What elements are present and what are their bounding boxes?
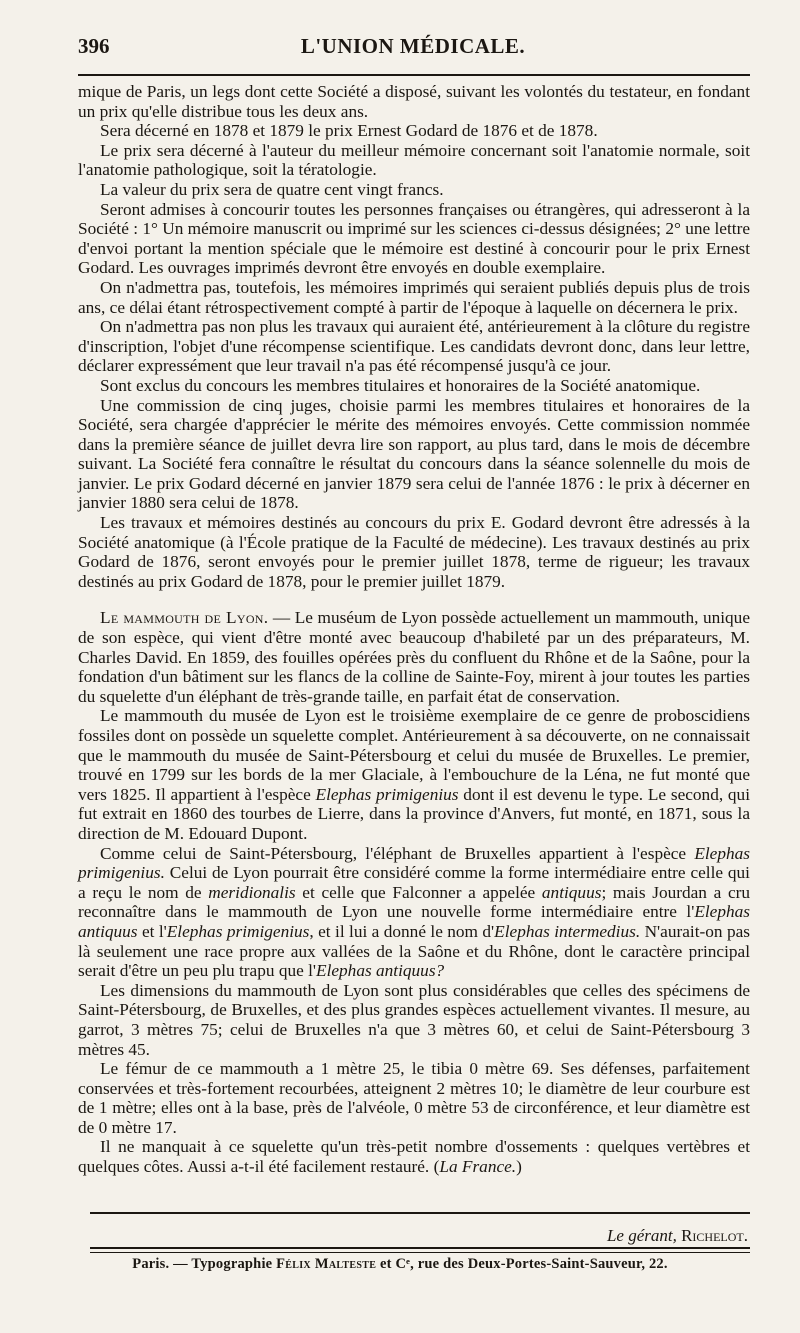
signature-name: Richelot. bbox=[681, 1226, 748, 1245]
text-run: et l' bbox=[137, 921, 167, 941]
text-run: , et il lui a donné le nom d' bbox=[309, 921, 495, 941]
paragraph bbox=[78, 706, 750, 843]
footer-rule bbox=[90, 1212, 750, 1214]
paragraph: Sera décerné en 1878 et 1879 le prix Ernest Godard de 1876 et de 1878. bbox=[100, 121, 598, 141]
paragraph: Les travaux et mémoires destinés au concours du prix E. Godard devront être adressés à la Société anatomique (à l'École pratique de la Faculté de médecine). Les travaux destinés au prix Godard de 1876, seront envoyés pour le premier juillet 1878, terme de rigueur; les travaux destinés au prix Godard de 1878, pour le premier juillet 1879. bbox=[78, 513, 750, 591]
species-name: Elephas primigenius bbox=[315, 784, 459, 804]
paragraph: On n'admettra pas, toutefois, les mémoires imprimés qui seraient publiés depuis plus de trois ans, ce délai étant rétrospectivement compté à partir de l'époque à laquelle on décernera le prix. bbox=[78, 277, 750, 317]
paragraph: Le prix sera décerné à l'auteur du meilleur mémoire concernant soit l'anatomie normale, soit l'anatomie pathologique, soit la tératologie. bbox=[78, 140, 750, 180]
text-run: ; mais Jourdan a cru reconnaître dans le mammouth de Lyon une nouvelle forme intermédiaire entre l' bbox=[78, 882, 751, 922]
species-name: antiquus bbox=[541, 882, 602, 902]
species-name: Elephas intermedius. bbox=[494, 921, 641, 941]
text-run: ) bbox=[516, 1157, 522, 1177]
text-run: Il ne manquait à ce squelette qu'un très-petit nombre d'ossements : quelques vertèbres et quelques côtes. Aussi a-t-il été facilement restauré. ( bbox=[78, 1137, 750, 1177]
text-run: Comme celui de Saint-Pétersbourg, l'éléphant de Bruxelles appartient à l'espèce bbox=[100, 843, 695, 863]
header-rule bbox=[78, 74, 750, 76]
paragraph: Le fémur de ce mammouth a 1 mètre 25, le tibia 0 mètre 69. Ses défenses, parfaitement conservées et très-fortement recourbées, atteignent 2 mètres 10; le diamètre de leur courbure est de 1 mètre; elles ont à la base, près de l'alvéole, 0 mètre 53 de circonférence, et leur diamètre est de 0 mètre 17. bbox=[78, 1059, 750, 1137]
text-run: Celui de Lyon pourrait être considéré comme la forme intermédiaire entre celle qui a reçu le nom de bbox=[78, 863, 750, 902]
printer-imprint bbox=[0, 1256, 800, 1273]
paragraph bbox=[78, 1137, 750, 1176]
imprint-printer: Félix Malteste bbox=[276, 1256, 377, 1272]
journal-title: L'UNION MÉDICALE. bbox=[300, 34, 526, 58]
paragraph: Une commission de cinq juges, choisie parmi les membres titulaires et honoraires de la Société, sera chargée d'apprécier le mérite des mémoires envoyés. Cette commission nommée dans la première séance de juillet devra lire son rapport, au plus tard, dans le mois de décembre suivant. La Société fera connaître le résultat du concours dans la séance solennelle du mois de janvier. Le prix Godard décerné en janvier 1879 sera celui de l'année 1876 : le prix à décerner en janvier 1880 sera celui de 1878. bbox=[78, 395, 750, 513]
paragraph: mique de Paris, un legs dont cette Société a disposé, suivant les volontés du testateur, en fondant un prix qu'elle distribue tous les deux ans. bbox=[78, 82, 750, 121]
text-run: N'aurait-on pas là seulement une race propre aux vallées de la Saône et du Rhône, dont le caractère principal serait d'être un peu plu trapu que l' bbox=[78, 921, 750, 981]
text-run: et celle que Falconner a appelée bbox=[295, 882, 542, 902]
imprint-city: Paris. bbox=[132, 1256, 170, 1272]
signature-role: Le gérant, bbox=[606, 1226, 677, 1245]
text-run: dont il est devenu le type. Le second, qui fut extrait en 1860 des tourbes de Lierre, dans la province d'Anvers, fut monté, en 1871, sous la direction de M. Edouard Dupont. bbox=[78, 784, 750, 843]
species-name: Elephas primigenius. bbox=[78, 843, 750, 883]
imprint-text: — Typographie bbox=[169, 1256, 277, 1272]
paragraph: Seront admises à concourir toutes les personnes françaises ou étrangères, qui adresseront à la Société : 1° Un mémoire manuscrit ou imprimé sur les sciences ci-dessus désignées; 2° une lettre d'envoi portant la mention spéciale que le mémoire est destiné à concourir pour le prix Ernest Godard. Les ouvrages imprimés devront être envoyés en double exemplaire. bbox=[78, 199, 750, 278]
paragraph: Les dimensions du mammouth de Lyon sont plus considérables que celles des spécimens de Saint-Pétersbourg, de Bruxelles, et des plus grandes espèces actuellement vivantes. Il mesure, au garrot, 3 mètres 75; celui de Bruxelles n'a que 3 mètres 60, et celui de Saint-Pétersbourg 3 mètres 45. bbox=[78, 980, 750, 1059]
paragraph bbox=[78, 844, 750, 981]
section-heading: Le mammouth de Lyon. bbox=[100, 608, 269, 628]
paragraph-text: — Le muséum de Lyon possède actuellement un mammouth, unique de son espèce, qui vient d'être monté avec beaucoup d'habileté par un des préparateurs, M. Charles David. En 1859, des fouilles opérées près du confluent du Rhône et de la Saône, pour la fondation d'un bâtiment sur les flancs de la colline de Sainte-Foy, mirent à jour toutes les parties du squelette d'un éléphant de très-grande taille, en parfait état de conservation. bbox=[78, 608, 750, 706]
page-number: 396 bbox=[78, 34, 110, 58]
article-body bbox=[78, 82, 750, 1177]
page-header bbox=[78, 34, 748, 64]
paragraph: On n'admettra pas non plus les travaux qui auraient été, antérieurement à la clôture du registre d'inscription, l'objet d'une récompense scientifique. Les candidats devront donc, dans leur lettre, déclarer expressément que leur travail n'a pas été récompensé jusqu'à ce jour. bbox=[78, 317, 750, 376]
paragraph: La valeur du prix sera de quatre cent vingt francs. bbox=[100, 179, 444, 199]
species-name: meridionalis bbox=[208, 882, 296, 902]
paragraph: Sont exclus du concours les membres titulaires et honoraires de la Société anatomique. bbox=[100, 375, 701, 395]
source-name: La France. bbox=[439, 1157, 517, 1177]
imprint-rule bbox=[90, 1247, 750, 1253]
mammouth-intro-paragraph bbox=[78, 608, 750, 706]
species-name: Elephas primigenius bbox=[166, 921, 310, 941]
species-name: Elephas antiquus? bbox=[316, 961, 445, 981]
species-name: Elephas antiquus bbox=[78, 902, 750, 941]
imprint-text: et Cᵉ, rue des Deux-Portes-Saint-Sauveur, 22. bbox=[376, 1256, 668, 1272]
signature bbox=[607, 1226, 748, 1246]
section-gap bbox=[78, 591, 750, 608]
text-run: Le mammouth du musée de Lyon est le troisième exemplaire de ce genre de proboscidiens fossiles dont on possède un squelette complet. Antérieurement à sa découverte, on ne connaissait que le mammouth du musée de Saint-Pétersbourg et celui du musée de Bruxelles. Le premier, trouvé en 1799 sur les bords de la mer Glaciale, à l'embouchure de la Léna, ne fut monté que vers 1825. Il appartient à l'espèce bbox=[78, 706, 750, 804]
